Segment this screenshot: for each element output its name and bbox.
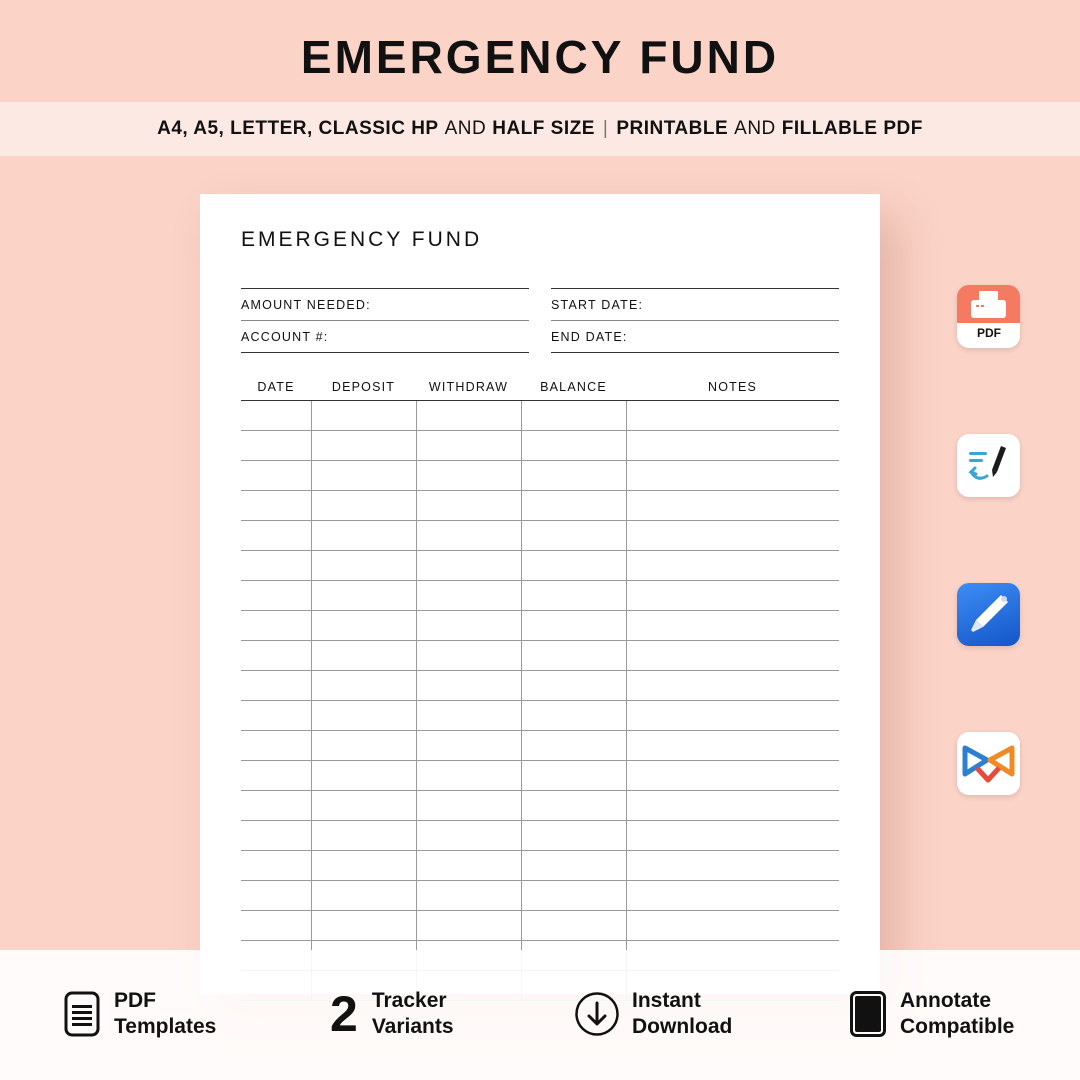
feature-pdf-line1: PDF xyxy=(114,989,156,1012)
table-cell[interactable] xyxy=(311,400,416,430)
table-row xyxy=(241,430,839,460)
pen-app-icon[interactable] xyxy=(957,583,1020,646)
feature-annotate-compatible xyxy=(850,988,1014,1040)
table-cell[interactable] xyxy=(311,760,416,790)
table-cell[interactable] xyxy=(311,520,416,550)
table-cell[interactable] xyxy=(626,430,839,460)
table-cell[interactable] xyxy=(521,550,626,580)
table-cell[interactable] xyxy=(626,490,839,520)
table-row xyxy=(241,670,839,700)
table-cell[interactable] xyxy=(521,460,626,490)
amount-needed-field[interactable]: AMOUNT NEEDED: xyxy=(241,289,529,321)
table-row xyxy=(241,610,839,640)
feature-annotate-line1: Annotate xyxy=(900,989,991,1012)
table-cell[interactable] xyxy=(626,460,839,490)
table-row xyxy=(241,700,839,730)
table-cell[interactable] xyxy=(416,460,521,490)
xodo-logo-icon xyxy=(957,732,1020,795)
table-cell[interactable] xyxy=(241,730,311,760)
table-cell[interactable] xyxy=(416,850,521,880)
table-cell[interactable] xyxy=(311,730,416,760)
table-cell[interactable] xyxy=(311,790,416,820)
table-cell[interactable] xyxy=(626,580,839,610)
pdf-app-label: PDF xyxy=(977,326,1001,340)
signature-app-icon[interactable] xyxy=(957,434,1020,497)
table-cell[interactable] xyxy=(626,700,839,730)
table-cell[interactable] xyxy=(241,580,311,610)
table-cell[interactable] xyxy=(416,820,521,850)
tablet-icon xyxy=(850,991,886,1037)
table-cell[interactable] xyxy=(311,820,416,850)
table-cell[interactable] xyxy=(311,880,416,910)
table-row xyxy=(241,550,839,580)
fountain-pen-icon xyxy=(957,583,1020,646)
table-cell[interactable] xyxy=(416,910,521,940)
column-header-deposit: DEPOSIT xyxy=(311,374,416,400)
table-cell[interactable] xyxy=(521,730,626,760)
table-cell[interactable] xyxy=(241,760,311,790)
table-cell[interactable] xyxy=(521,910,626,940)
column-header-notes: NOTES xyxy=(626,374,839,400)
feature-annotate-line2: Compatible xyxy=(900,1015,1015,1038)
table-row xyxy=(241,490,839,520)
table-cell[interactable] xyxy=(311,670,416,700)
formats-banner xyxy=(0,102,1080,156)
planner-sheet xyxy=(200,194,880,994)
table-cell[interactable] xyxy=(521,880,626,910)
table-cell[interactable] xyxy=(241,850,311,880)
table-cell[interactable] xyxy=(311,610,416,640)
table-cell[interactable] xyxy=(416,760,521,790)
table-cell[interactable] xyxy=(241,910,311,940)
tracker-count: 2 xyxy=(330,986,358,1042)
table-cell[interactable] xyxy=(416,880,521,910)
table-cell[interactable] xyxy=(311,850,416,880)
table-row xyxy=(241,880,839,910)
table-cell[interactable] xyxy=(521,670,626,700)
column-header-date: DATE xyxy=(241,374,311,400)
feature-tracker-line2: Variants xyxy=(371,1015,454,1038)
table-row xyxy=(241,910,839,940)
table-cell[interactable] xyxy=(626,550,839,580)
table-cell[interactable] xyxy=(626,610,839,640)
sign-pen-icon xyxy=(957,434,1020,497)
table-cell[interactable] xyxy=(521,820,626,850)
table-cell[interactable] xyxy=(416,610,521,640)
table-cell[interactable] xyxy=(626,670,839,700)
table-cell[interactable] xyxy=(241,400,311,430)
table-cell[interactable] xyxy=(311,550,416,580)
table-cell[interactable] xyxy=(521,760,626,790)
table-row xyxy=(241,850,839,880)
formats-and-2: AND xyxy=(734,118,776,139)
table-row xyxy=(241,640,839,670)
feature-download-line2: Download xyxy=(632,1015,733,1038)
table-cell[interactable] xyxy=(311,430,416,460)
table-row xyxy=(241,460,839,490)
table-row xyxy=(241,820,839,850)
feature-tracker-line1: Tracker xyxy=(371,989,447,1012)
table-cell[interactable] xyxy=(241,670,311,700)
table-cell[interactable] xyxy=(521,850,626,880)
table-cell[interactable] xyxy=(626,400,839,430)
table-cell[interactable] xyxy=(626,640,839,670)
table-cell[interactable] xyxy=(626,520,839,550)
table-header-row xyxy=(241,374,839,400)
account-number-field[interactable]: ACCOUNT #: xyxy=(241,321,529,353)
table-cell[interactable] xyxy=(521,400,626,430)
table-cell[interactable] xyxy=(241,880,311,910)
features-bar xyxy=(0,950,1080,1080)
hero-title: EMERGENCY FUND xyxy=(300,31,780,83)
table-body xyxy=(241,400,839,1000)
table-cell[interactable] xyxy=(626,910,839,940)
pdf-printer-app-icon[interactable] xyxy=(957,285,1020,348)
table-cell[interactable] xyxy=(241,640,311,670)
table-cell[interactable] xyxy=(416,730,521,760)
table-cell[interactable] xyxy=(241,700,311,730)
feature-pdf-line2: Templates xyxy=(114,1015,217,1038)
formats-half-size: HALF SIZE xyxy=(492,118,595,139)
feature-instant-download xyxy=(574,988,732,1040)
table-cell[interactable] xyxy=(241,520,311,550)
table-row xyxy=(241,520,839,550)
table-cell[interactable] xyxy=(626,790,839,820)
table-cell[interactable] xyxy=(626,850,839,880)
table-cell[interactable] xyxy=(241,790,311,820)
formats-fillable: FILLABLE PDF xyxy=(781,118,923,139)
table-cell[interactable] xyxy=(416,490,521,520)
table-cell[interactable] xyxy=(521,580,626,610)
table-cell[interactable] xyxy=(416,520,521,550)
table-cell[interactable] xyxy=(521,610,626,640)
table-cell[interactable] xyxy=(521,640,626,670)
printer-icon xyxy=(957,285,1020,348)
table-cell[interactable] xyxy=(416,430,521,460)
table-cell[interactable] xyxy=(626,760,839,790)
feature-tracker-variants xyxy=(330,988,454,1040)
start-date-field[interactable]: START DATE: xyxy=(551,289,839,321)
xodo-app-icon[interactable] xyxy=(957,732,1020,795)
table-cell[interactable] xyxy=(311,580,416,610)
end-date-field[interactable]: END DATE: xyxy=(551,321,839,353)
fields-right xyxy=(551,288,839,353)
table-cell[interactable] xyxy=(626,730,839,760)
table-cell[interactable] xyxy=(416,700,521,730)
table-row xyxy=(241,760,839,790)
table-cell[interactable] xyxy=(416,580,521,610)
table-cell[interactable] xyxy=(241,490,311,520)
formats-printable: PRINTABLE xyxy=(616,118,729,139)
table-cell[interactable] xyxy=(626,880,839,910)
table-cell[interactable] xyxy=(241,460,311,490)
fund-log-table xyxy=(241,374,839,1001)
table-cell[interactable] xyxy=(416,400,521,430)
table-cell[interactable] xyxy=(416,550,521,580)
formats-and-1: AND xyxy=(444,118,487,139)
column-header-withdraw: WITHDRAW xyxy=(416,374,521,400)
table-cell[interactable] xyxy=(521,700,626,730)
table-cell[interactable] xyxy=(521,490,626,520)
formats-separator: | xyxy=(602,118,609,139)
document-lines-icon xyxy=(64,991,100,1037)
table-cell[interactable] xyxy=(311,640,416,670)
table-cell[interactable] xyxy=(241,550,311,580)
feature-download-line1: Instant xyxy=(632,989,701,1012)
table-cell[interactable] xyxy=(241,430,311,460)
download-circle-icon xyxy=(574,991,620,1037)
table-cell[interactable] xyxy=(311,460,416,490)
formats-sizes: A4, A5, LETTER, CLASSIC HP xyxy=(157,118,439,139)
table-row xyxy=(241,730,839,760)
feature-pdf-templates xyxy=(64,988,216,1040)
table-cell[interactable] xyxy=(241,820,311,850)
table-cell[interactable] xyxy=(311,910,416,940)
table-cell[interactable] xyxy=(416,640,521,670)
table-cell[interactable] xyxy=(416,670,521,700)
table-cell[interactable] xyxy=(311,490,416,520)
sheet-title: EMERGENCY FUND xyxy=(241,228,483,251)
fields-left xyxy=(241,288,529,353)
table-cell[interactable] xyxy=(311,700,416,730)
table-row xyxy=(241,400,839,430)
column-header-balance: BALANCE xyxy=(521,374,626,400)
table-cell[interactable] xyxy=(416,790,521,820)
table-cell[interactable] xyxy=(521,790,626,820)
table-cell[interactable] xyxy=(521,520,626,550)
table-cell[interactable] xyxy=(241,610,311,640)
table-row xyxy=(241,580,839,610)
table-cell[interactable] xyxy=(521,430,626,460)
table-cell[interactable] xyxy=(626,820,839,850)
table-row xyxy=(241,790,839,820)
